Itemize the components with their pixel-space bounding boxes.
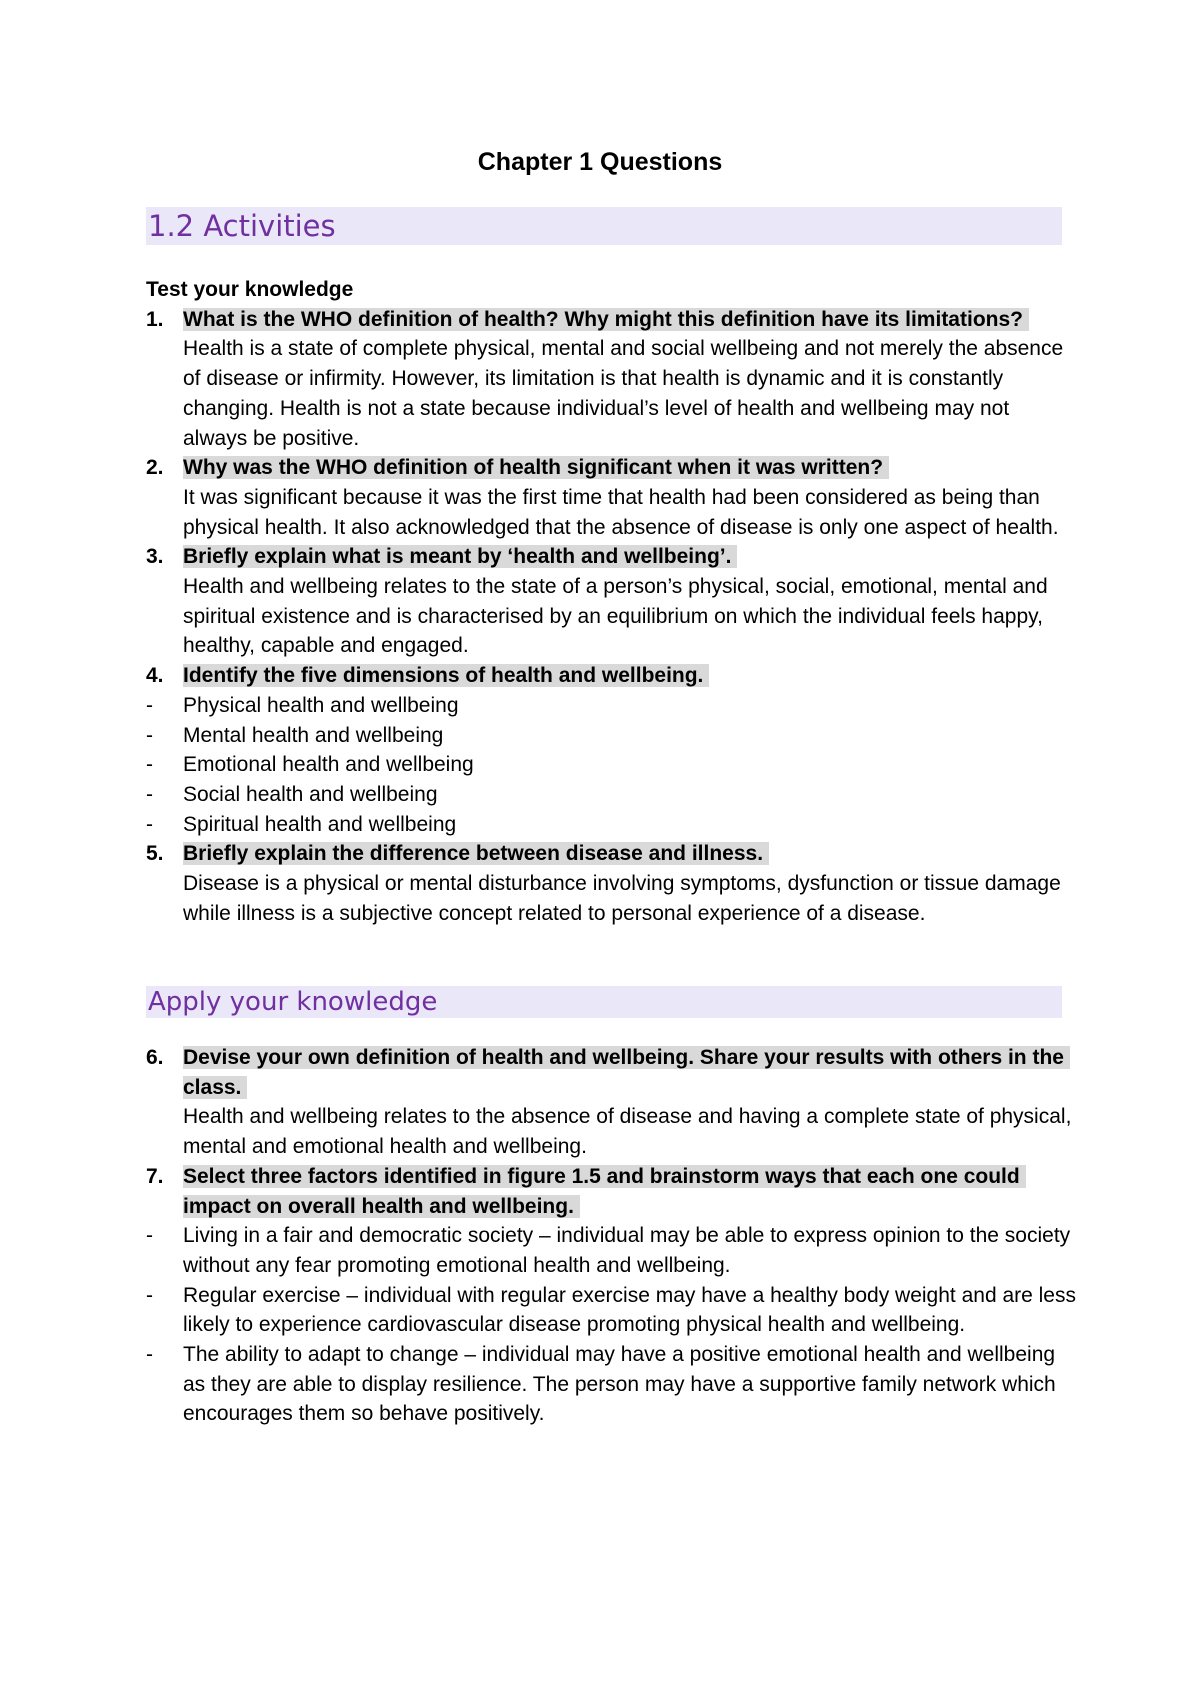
list-item xyxy=(146,1340,1076,1429)
list-item-text: Spiritual health and wellbeing xyxy=(183,812,457,836)
question-text: Briefly explain the difference between disease and illness. xyxy=(183,842,769,865)
bullet-dash: - xyxy=(146,723,153,747)
question-number: 2. xyxy=(146,456,164,480)
question-item-1 xyxy=(146,305,1076,454)
document-title: Chapter 1 Questions xyxy=(477,148,723,176)
question-text: Why was the WHO definition of health significant when it was written? xyxy=(183,456,889,479)
list-item xyxy=(146,780,1076,810)
list-item xyxy=(146,750,1076,780)
question-item-3 xyxy=(146,542,1076,661)
subheading-test-your-knowledge: Test your knowledge xyxy=(146,278,354,301)
list-item-text: Living in a fair and democratic society – individual may be able to express opinion to the society without any fear promoting emotional health and wellbeing. xyxy=(183,1224,1071,1277)
answer-text: Health and wellbeing relates to the absence of disease and having a complete state of physical, mental and emotional health and wellbeing. xyxy=(183,1105,1072,1159)
bullet-dash: - xyxy=(146,812,153,836)
section-heading-text: Apply your knowledge xyxy=(148,987,438,1017)
question-text: Briefly explain what is meant by ‘health and wellbeing’. xyxy=(183,545,737,568)
question-text: Select three factors identified in figure 1.5 and brainstorm ways that each one could impact on overall health and wellbeing. xyxy=(183,1165,1026,1218)
question-number: 5. xyxy=(146,842,164,866)
question-item-2 xyxy=(146,453,1076,542)
list-item-text: Regular exercise – individual with regular exercise may have a healthy body weight and are less likely to experience cardiovascular disease promoting physical health and wellbeing. xyxy=(183,1283,1076,1337)
question-number: 6. xyxy=(146,1046,164,1069)
list-item-text: Social health and wellbeing xyxy=(183,782,438,806)
section-heading-text: 1.2 Activities xyxy=(148,209,336,243)
question-item-7 xyxy=(146,1162,1076,1221)
list-item-text: Emotional health and wellbeing xyxy=(183,753,474,777)
list-item xyxy=(146,810,1076,840)
question-number: 1. xyxy=(146,307,164,331)
answer-text: Health is a state of complete physical, mental and social wellbeing and not merely the absence of disease or infirmity. However, its limitation is that health is dynamic and it is constantly changing. Health is not a state because individual’s level of health and wellbeing may not always be positive. xyxy=(183,337,1064,450)
bullet-dash: - xyxy=(146,782,153,806)
list-item xyxy=(146,721,1076,751)
answer-text: It was significant because it was the first time that health had been considered as being than physical health. It also acknowledged that the absence of disease is only one aspect of health. xyxy=(183,485,1059,539)
section-test-your-knowledge xyxy=(146,275,1076,928)
bullet-dash: - xyxy=(146,693,153,717)
question-text: Devise your own definition of health and wellbeing. Share your results with others in the class. xyxy=(183,1046,1070,1099)
list-item-text: The ability to adapt to change – individual may have a positive emotional health and wellbeing as they are able to display resilience. The person may have a supportive family network which encourages them so behave positively. xyxy=(183,1343,1056,1426)
section-apply-your-knowledge xyxy=(146,1043,1076,1429)
bullet-dash: - xyxy=(146,753,153,777)
list-item xyxy=(146,1281,1076,1340)
list-item xyxy=(146,691,1076,721)
answer-text: Health and wellbeing relates to the state of a person’s physical, social, emotional, mental and spiritual existence and is characterised by an equilibrium on which the individual feels happy, healthy, capable and engaged. xyxy=(183,575,1048,658)
question-number: 4. xyxy=(146,664,164,688)
answer-text: Disease is a physical or mental disturbance involving symptoms, dysfunction or tissue damage while illness is a subjective concept related to personal experience of a disease. xyxy=(183,872,1061,925)
question-number: 7. xyxy=(146,1164,164,1188)
bullet-dash: - xyxy=(146,1224,153,1248)
list-item xyxy=(146,1221,1076,1280)
list-item-text: Mental health and wellbeing xyxy=(183,723,444,747)
list-item-text: Physical health and wellbeing xyxy=(183,693,459,717)
bullet-dash: - xyxy=(146,1343,153,1367)
question-text: Identify the five dimensions of health and wellbeing. xyxy=(183,664,709,687)
bullet-dash: - xyxy=(146,1283,153,1307)
question-item-4 xyxy=(146,661,1076,691)
question-item-5 xyxy=(146,839,1076,928)
question-number: 3. xyxy=(146,545,164,569)
question-item-6 xyxy=(146,1043,1076,1162)
section-heading-activities xyxy=(146,207,1062,245)
section-heading-apply-your-knowledge xyxy=(146,986,1062,1018)
question-text: What is the WHO definition of health? Why might this definition have its limitations? xyxy=(183,308,1029,331)
